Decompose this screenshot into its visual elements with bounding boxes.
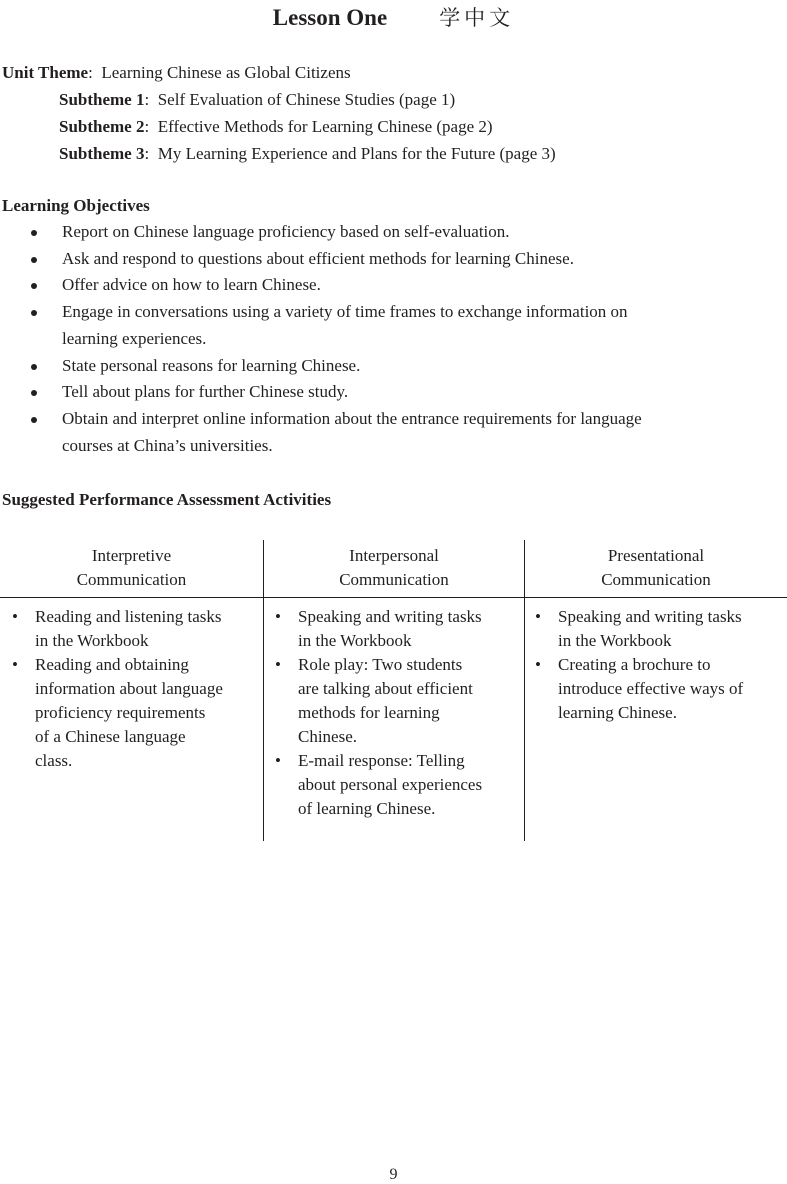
activity-line: Chinese. xyxy=(298,727,358,746)
objective-text xyxy=(62,246,574,273)
objective-line: learning experiences. xyxy=(62,328,207,348)
activity-line: learning Chinese. xyxy=(558,703,677,722)
unit-theme-label: Unit Theme xyxy=(2,63,89,82)
activity-item xyxy=(275,605,482,653)
objectives-heading: Learning Objectives xyxy=(2,196,150,215)
bullet-icon: • xyxy=(275,607,281,626)
subtheme-1: Subtheme 1: Self Evaluation of Chinese Studies (page 1) xyxy=(59,90,456,109)
activity-line: Creating a brochure to xyxy=(558,655,711,674)
bullet-icon xyxy=(31,364,37,370)
activity-line: in the Workbook xyxy=(298,631,412,650)
bullet-icon: • xyxy=(535,607,541,626)
bullet-icon xyxy=(31,310,37,316)
activity-item xyxy=(535,605,743,653)
subtheme-label: Subtheme 2 xyxy=(59,117,145,136)
objective-line: Ask and respond to questions about efficient methods for learning Chinese. xyxy=(62,248,574,268)
column-header xyxy=(264,540,524,592)
activity-line: Speaking and writing tasks xyxy=(558,607,742,626)
header-line: Communication xyxy=(601,570,711,589)
activity-line: about personal experiences xyxy=(298,775,483,794)
header-line: Communication xyxy=(76,570,187,589)
subtheme-label: Subtheme 1 xyxy=(59,90,145,109)
subtheme-2: Subtheme 2: Effective Methods for Learning Chinese (page 2) xyxy=(59,117,493,136)
activity-line: proficiency requirements xyxy=(35,703,206,722)
activity-item xyxy=(275,749,482,821)
objective-text xyxy=(62,353,360,380)
activity-line: information about language xyxy=(35,679,223,698)
bullet-icon: • xyxy=(535,655,541,674)
table-cell xyxy=(275,605,482,821)
header-line: Communication xyxy=(339,570,449,589)
objective-text xyxy=(62,299,628,352)
objective-line: Obtain and interpret online information about the entrance requirements for language xyxy=(62,408,642,428)
objective-text xyxy=(62,272,321,299)
objective-text xyxy=(62,406,642,459)
objective-line: Tell about plans for further Chinese study. xyxy=(62,382,349,402)
activity-item xyxy=(12,605,223,653)
bullet-icon xyxy=(31,257,37,263)
objective-text xyxy=(62,219,510,246)
header-line: Interpersonal xyxy=(349,546,439,565)
objective-line: courses at China’s universities. xyxy=(62,435,273,455)
activity-line: of a Chinese language xyxy=(35,727,186,746)
activity-line: class. xyxy=(35,751,73,770)
unit-theme: Unit Theme: Learning Chinese as Global Citizens xyxy=(2,63,351,82)
activity-item xyxy=(275,653,482,749)
bullet-icon: • xyxy=(275,655,281,674)
activity-line: are talking about efficient xyxy=(298,679,473,698)
bullet-icon xyxy=(31,230,37,236)
activity-item xyxy=(12,653,223,773)
activity-line: in the Workbook xyxy=(35,631,149,650)
lesson-title-chinese: 学中文 xyxy=(439,6,515,30)
table-cell xyxy=(535,605,743,725)
header-divider xyxy=(0,597,787,598)
objective-line: Report on Chinese language proficiency based on self-evaluation. xyxy=(62,222,510,241)
bullet-icon: • xyxy=(12,607,18,626)
page-title xyxy=(0,2,787,32)
table-cell xyxy=(12,605,223,773)
bullet-icon: • xyxy=(275,751,281,770)
activity-line: Role play: Two students xyxy=(298,655,463,674)
activity-line: Reading and listening tasks xyxy=(35,607,222,626)
column-header xyxy=(0,540,263,592)
bullet-icon: • xyxy=(12,655,18,674)
column-header xyxy=(525,540,787,592)
page-number: 9 xyxy=(389,1166,398,1183)
subtheme-3: Subtheme 3: My Learning Experience and Plans for the Future (page 3) xyxy=(59,144,556,163)
bullet-icon xyxy=(31,283,37,289)
lesson-title: Lesson One xyxy=(272,5,388,30)
activity-line: E-mail response: Telling xyxy=(298,751,465,770)
bullet-icon xyxy=(31,390,37,396)
subtheme-value: Effective Methods for Learning Chinese (page 2) xyxy=(157,117,493,136)
activity-line: in the Workbook xyxy=(558,631,672,650)
activity-line: Speaking and writing tasks xyxy=(298,607,482,626)
objective-line: State personal reasons for learning Chinese. xyxy=(62,355,361,375)
objective-line: Engage in conversations using a variety of time frames to exchange information on xyxy=(62,302,628,322)
unit-theme-value: Learning Chinese as Global Citizens xyxy=(101,63,351,82)
activity-line: methods for learning xyxy=(298,703,440,722)
activity-line: of learning Chinese. xyxy=(298,799,436,818)
activity-line: introduce effective ways of xyxy=(558,679,744,698)
bullet-icon xyxy=(31,417,37,423)
activity-line: Reading and obtaining xyxy=(35,655,189,674)
objective-line: Offer advice on how to learn Chinese. xyxy=(62,275,321,295)
header-line: Interpretive xyxy=(91,546,172,565)
subtheme-value: My Learning Experience and Plans for the Future (page 3) xyxy=(157,144,556,163)
subtheme-value: Self Evaluation of Chinese Studies (page 1) xyxy=(157,90,456,109)
assessment-heading: Suggested Performance Assessment Activities xyxy=(2,490,332,509)
objective-text xyxy=(62,379,348,406)
subtheme-label: Subtheme 3 xyxy=(59,144,145,163)
activity-item xyxy=(535,653,743,725)
header-line: Presentational xyxy=(607,546,705,565)
